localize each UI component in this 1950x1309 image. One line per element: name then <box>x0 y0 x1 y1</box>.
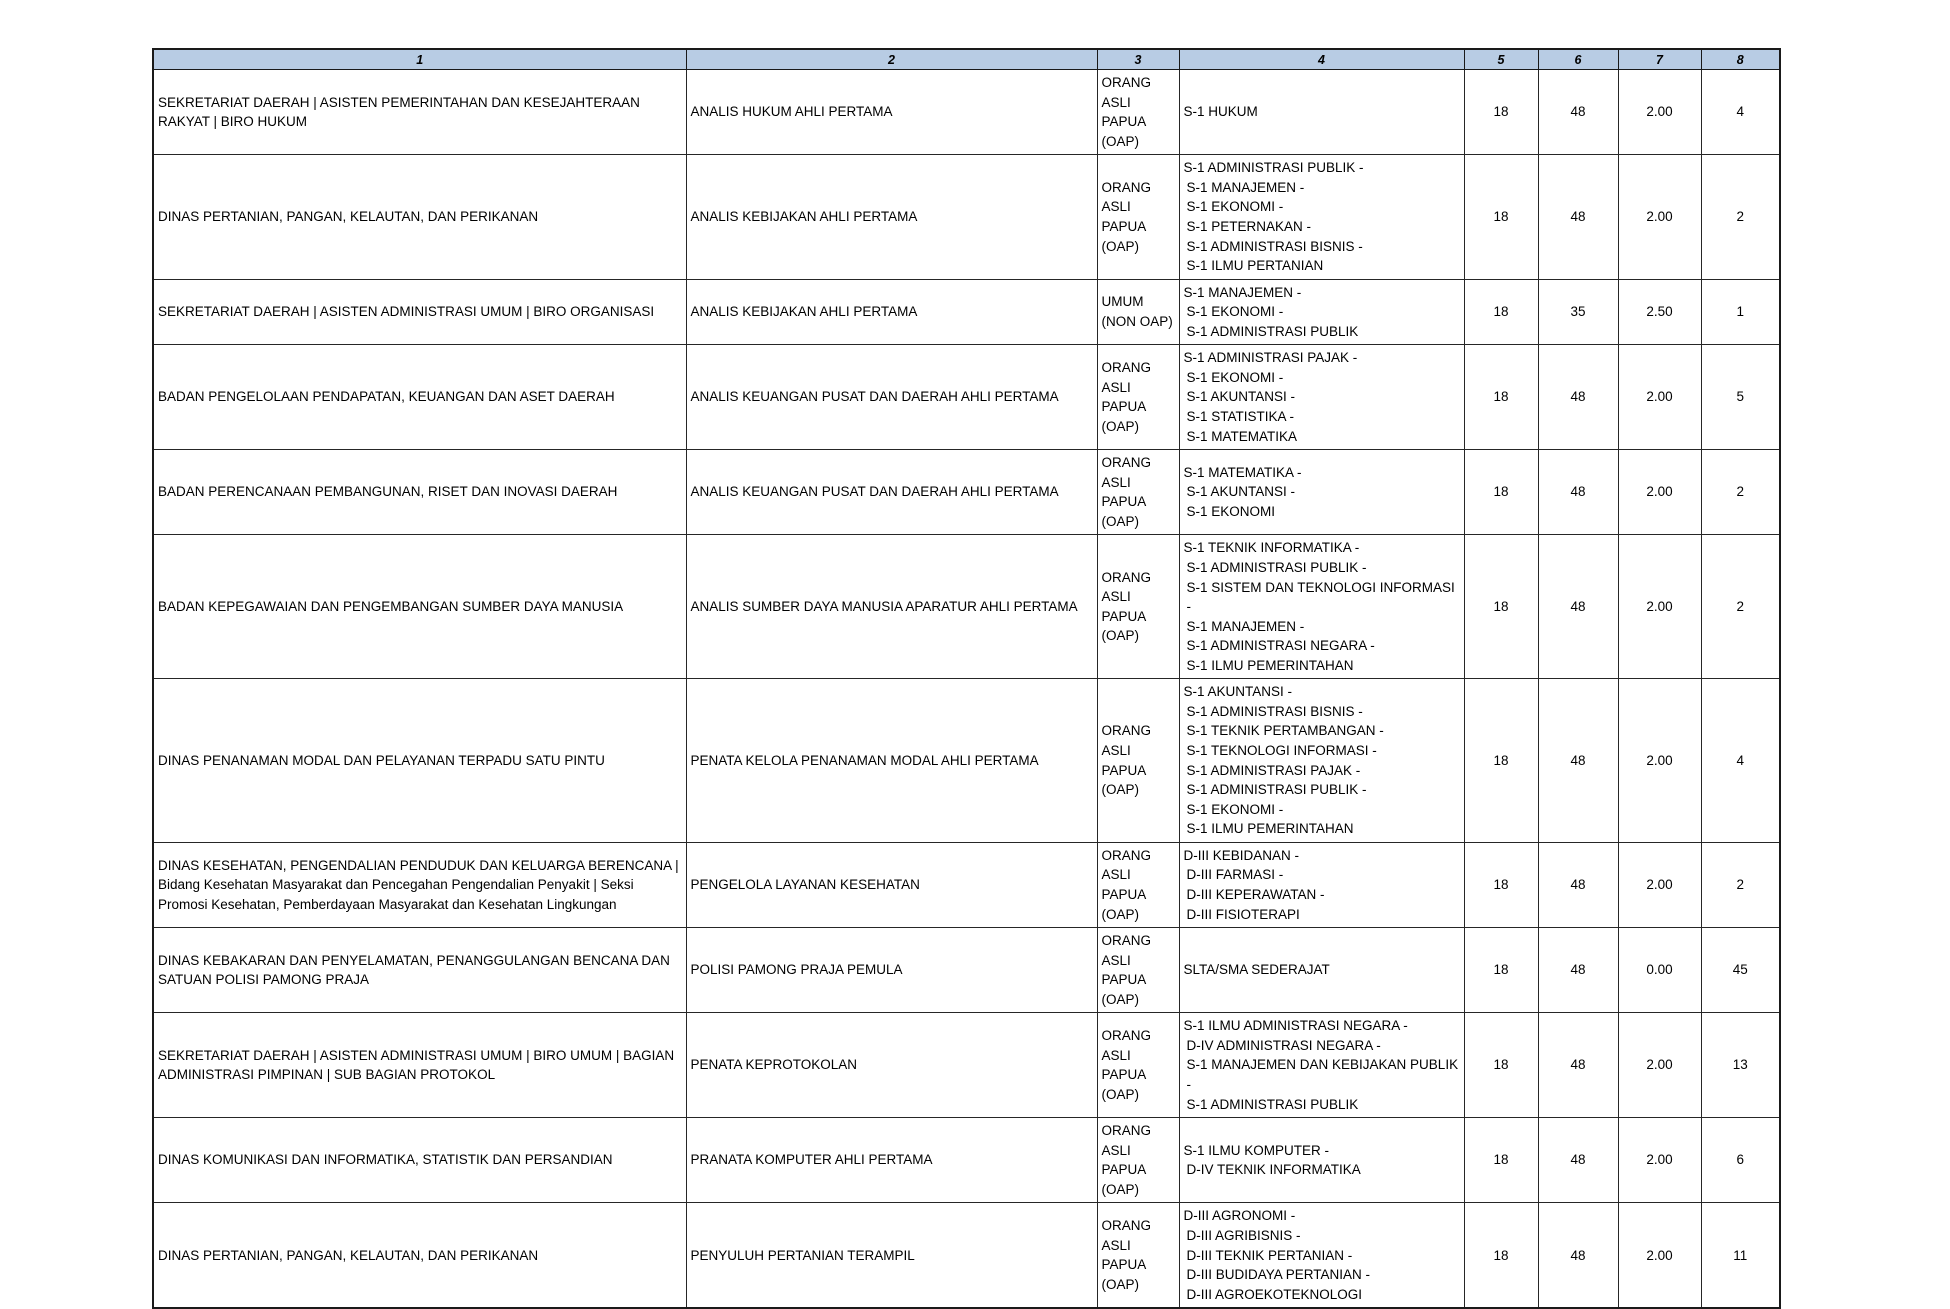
position-cell: PENATA KEPROTOKOLAN <box>686 1013 1097 1118</box>
value-cell-col7: 2.00 <box>1618 155 1701 279</box>
value-cell-col5: 18 <box>1464 450 1538 535</box>
category-cell: ORANG ASLI PAPUA (OAP) <box>1097 535 1179 679</box>
value-cell-col7: 2.00 <box>1618 1203 1701 1308</box>
office-cell: DINAS KEBAKARAN DAN PENYELAMATAN, PENANGGULANGAN BENCANA DAN SATUAN POLISI PAMONG PRAJA <box>153 928 686 1013</box>
value-cell-col7: 2.00 <box>1618 679 1701 843</box>
value-cell-col7: 0.00 <box>1618 928 1701 1013</box>
category-cell: ORANG ASLI PAPUA (OAP) <box>1097 1013 1179 1118</box>
category-cell: ORANG ASLI PAPUA (OAP) <box>1097 345 1179 450</box>
office-cell: SEKRETARIAT DAERAH | ASISTEN ADMINISTRASI UMUM | BIRO ORGANISASI <box>153 279 686 345</box>
value-cell-col8: 2 <box>1701 450 1780 535</box>
value-cell-col8: 2 <box>1701 842 1780 927</box>
education-item: S-1 STATISTIKA - <box>1186 409 1295 424</box>
value-cell-col7: 2.00 <box>1618 1118 1701 1203</box>
office-cell: BADAN KEPEGAWAIAN DAN PENGEMBANGAN SUMBER DAYA MANUSIA <box>153 535 686 679</box>
value-cell-col8: 1 <box>1701 279 1780 345</box>
education-cell <box>1179 679 1464 843</box>
value-cell-col8: 5 <box>1701 345 1780 450</box>
value-cell-col7: 2.00 <box>1618 70 1701 155</box>
office-cell: DINAS PERTANIAN, PANGAN, KELAUTAN, DAN PERIKANAN <box>153 1203 686 1308</box>
education-item: S-1 ILMU PEMERINTAHAN <box>1186 821 1354 837</box>
table-row <box>153 1013 1780 1118</box>
education-item: D-III KEPERAWATAN - <box>1186 886 1325 902</box>
education-item: S-1 TEKNIK INFORMATIKA - <box>1183 540 1360 556</box>
education-cell <box>1179 450 1464 535</box>
education-item: S-1 AKUNTANSI - <box>1186 389 1296 405</box>
position-cell: ANALIS SUMBER DAYA MANUSIA APARATUR AHLI PERTAMA <box>686 535 1097 679</box>
education-item: S-1 ADMINISTRASI BISNIS - <box>1186 703 1363 719</box>
education-item: S-1 MANAJEMEN - <box>1183 284 1302 300</box>
table-row <box>153 535 1780 679</box>
education-item: S-1 EKONOMI - <box>1186 801 1284 817</box>
education-item: S-1 ILMU KOMPUTER - <box>1183 1142 1330 1158</box>
education-cell <box>1179 155 1464 279</box>
education-item: S-1 ILMU ADMINISTRASI NEGARA - <box>1183 1018 1408 1034</box>
value-cell-col6: 48 <box>1538 928 1618 1013</box>
value-cell-col5: 18 <box>1464 842 1538 927</box>
category-cell: ORANG ASLI PAPUA (OAP) <box>1097 679 1179 843</box>
value-cell-col7: 2.00 <box>1618 535 1701 679</box>
value-cell-col7: 2.00 <box>1618 345 1701 450</box>
education-cell <box>1179 535 1464 679</box>
education-item: S-1 ADMINISTRASI PAJAK - <box>1186 762 1361 778</box>
value-cell-col5: 18 <box>1464 1203 1538 1308</box>
office-cell: DINAS KESEHATAN, PENGENDALIAN PENDUDUK DAN KELUARGA BERENCANA | Bidang Kesehatan Masyarakat dan Pencegahan Pengendalian Penyakit | Seksi Promosi Kesehatan, Pemberdayaan Masyarakat dan Kesehatan Lingkungan <box>153 842 686 927</box>
position-cell: ANALIS KEUANGAN PUSAT DAN DAERAH AHLI PERTAMA <box>686 345 1097 450</box>
education-item: S-1 ADMINISTRASI BISNIS - <box>1186 238 1363 254</box>
value-cell-col6: 48 <box>1538 450 1618 535</box>
education-item: D-III KEBIDANAN - <box>1183 847 1300 863</box>
value-cell-col6: 48 <box>1538 1118 1618 1203</box>
education-cell <box>1179 279 1464 345</box>
education-item: S-1 ADMINISTRASI PAJAK - <box>1183 350 1358 366</box>
education-cell <box>1179 928 1464 1013</box>
value-cell-col8: 2 <box>1701 535 1780 679</box>
value-cell-col6: 48 <box>1538 842 1618 927</box>
office-cell: SEKRETARIAT DAERAH | ASISTEN PEMERINTAHAN DAN KESEJAHTERAAN RAKYAT | BIRO HUKUM <box>153 70 686 155</box>
education-item: D-III AGRONOMI - <box>1183 1208 1296 1224</box>
value-cell-col5: 18 <box>1464 1013 1538 1118</box>
value-cell-col8: 2 <box>1701 155 1780 279</box>
education-item: S-1 ADMINISTRASI PUBLIK <box>1186 1096 1359 1112</box>
office-cell: BADAN PERENCANAAN PEMBANGUNAN, RISET DAN INOVASI DAERAH <box>153 450 686 535</box>
education-item: S-1 MANAJEMEN - <box>1186 618 1305 634</box>
category-cell: ORANG ASLI PAPUA (OAP) <box>1097 842 1179 927</box>
education-cell <box>1179 842 1464 927</box>
table-row <box>153 70 1780 155</box>
column-header-4: 4 <box>1179 49 1464 70</box>
job-formation-table <box>152 48 1781 1309</box>
column-header-6: 6 <box>1538 49 1618 70</box>
value-cell-col6: 35 <box>1538 279 1618 345</box>
education-item: S-1 SISTEM DAN TEKNOLOGI INFORMASI - <box>1186 579 1455 615</box>
education-item: D-III FISIOTERAPI <box>1186 906 1300 922</box>
category-cell: UMUM (NON OAP) <box>1097 279 1179 345</box>
category-cell: ORANG ASLI PAPUA (OAP) <box>1097 1203 1179 1308</box>
education-cell <box>1179 70 1464 155</box>
education-item: S-1 MANAJEMEN - <box>1186 179 1305 195</box>
education-item: S-1 EKONOMI - <box>1186 199 1284 215</box>
education-item: S-1 MATEMATIKA - <box>1183 464 1302 480</box>
education-item: S-1 EKONOMI - <box>1186 304 1284 320</box>
education-item: S-1 AKUNTANSI - <box>1186 484 1296 500</box>
position-cell: ANALIS HUKUM AHLI PERTAMA <box>686 70 1097 155</box>
education-item: D-IV ADMINISTRASI NEGARA - <box>1186 1037 1381 1053</box>
value-cell-col6: 48 <box>1538 535 1618 679</box>
category-cell: ORANG ASLI PAPUA (OAP) <box>1097 70 1179 155</box>
table-row <box>153 155 1780 279</box>
office-cell: DINAS PERTANIAN, PANGAN, KELAUTAN, DAN PERIKANAN <box>153 155 686 279</box>
education-item: S-1 MANAJEMEN DAN KEBIJAKAN PUBLIK - <box>1186 1057 1459 1092</box>
education-cell <box>1179 1118 1464 1203</box>
table-body <box>153 70 1780 1309</box>
position-cell: PENATA KELOLA PENANAMAN MODAL AHLI PERTAMA <box>686 679 1097 843</box>
table-row <box>153 679 1780 843</box>
position-cell: POLISI PAMONG PRAJA PEMULA <box>686 928 1097 1013</box>
education-cell <box>1179 1203 1464 1308</box>
education-cell <box>1179 1013 1464 1118</box>
value-cell-col7: 2.00 <box>1618 450 1701 535</box>
education-item: D-IV TEKNIK INFORMATIKA <box>1186 1162 1361 1178</box>
value-cell-col8: 13 <box>1701 1013 1780 1118</box>
education-item: S-1 ADMINISTRASI PUBLIK <box>1186 323 1359 339</box>
value-cell-col5: 18 <box>1464 928 1538 1013</box>
value-cell-col8: 11 <box>1701 1203 1780 1308</box>
table-row <box>153 842 1780 927</box>
education-item: S-1 AKUNTANSI - <box>1183 684 1293 700</box>
header-row <box>153 49 1780 70</box>
office-cell: BADAN PENGELOLAAN PENDAPATAN, KEUANGAN DAN ASET DAERAH <box>153 345 686 450</box>
value-cell-col5: 18 <box>1464 679 1538 843</box>
column-header-2: 2 <box>686 49 1097 70</box>
office-cell: DINAS KOMUNIKASI DAN INFORMATIKA, STATISTIK DAN PERSANDIAN <box>153 1118 686 1203</box>
education-item: S-1 EKONOMI <box>1186 504 1276 520</box>
table-row <box>153 1118 1780 1203</box>
table-row <box>153 345 1780 450</box>
table-row <box>153 928 1780 1013</box>
value-cell-col8: 6 <box>1701 1118 1780 1203</box>
education-item: S-1 ADMINISTRASI NEGARA - <box>1186 638 1375 654</box>
education-item: D-III AGROEKOTEKNOLOGI <box>1186 1286 1363 1302</box>
education-item: S-1 TEKNOLOGI INFORMASI - <box>1186 743 1377 758</box>
office-cell: SEKRETARIAT DAERAH | ASISTEN ADMINISTRASI UMUM | BIRO UMUM | BAGIAN ADMINISTRASI PIMPINAN | SUB BAGIAN PROTOKOL <box>153 1013 686 1118</box>
category-cell: ORANG ASLI PAPUA (OAP) <box>1097 450 1179 535</box>
category-cell: ORANG ASLI PAPUA (OAP) <box>1097 928 1179 1013</box>
education-item: SLTA/SMA SEDERAJAT <box>1183 962 1330 978</box>
value-cell-col8: 4 <box>1701 70 1780 155</box>
education-item: D-III AGRIBISNIS - <box>1186 1227 1301 1243</box>
value-cell-col8: 45 <box>1701 928 1780 1013</box>
education-item: S-1 PETERNAKAN - <box>1186 218 1312 234</box>
value-cell-col5: 18 <box>1464 70 1538 155</box>
education-item: S-1 ILMU PERTANIAN <box>1186 258 1324 274</box>
value-cell-col5: 18 <box>1464 155 1538 279</box>
value-cell-col7: 2.50 <box>1618 279 1701 345</box>
education-item: S-1 ADMINISTRASI PUBLIK - <box>1183 160 1364 176</box>
value-cell-col7: 2.00 <box>1618 842 1701 927</box>
value-cell-col5: 18 <box>1464 535 1538 679</box>
office-cell: DINAS PENANAMAN MODAL DAN PELAYANAN TERPADU SATU PINTU <box>153 679 686 843</box>
value-cell-col6: 48 <box>1538 1013 1618 1118</box>
column-header-3: 3 <box>1097 49 1179 70</box>
table-row <box>153 279 1780 345</box>
table-row <box>153 450 1780 535</box>
education-item: D-III TEKNIK PERTANIAN - <box>1186 1247 1353 1263</box>
table-header <box>153 49 1780 70</box>
value-cell-col6: 48 <box>1538 155 1618 279</box>
value-cell-col5: 18 <box>1464 1118 1538 1203</box>
category-cell: ORANG ASLI PAPUA (OAP) <box>1097 1118 1179 1203</box>
education-item: S-1 MATEMATIKA <box>1186 428 1298 444</box>
education-item: S-1 ADMINISTRASI PUBLIK - <box>1186 782 1367 798</box>
value-cell-col6: 48 <box>1538 1203 1618 1308</box>
position-cell: ANALIS KEBIJAKAN AHLI PERTAMA <box>686 155 1097 279</box>
education-item: D-III FARMASI - <box>1186 867 1284 883</box>
education-item: S-1 TEKNIK PERTAMBANGAN - <box>1186 723 1384 739</box>
category-cell: ORANG ASLI PAPUA (OAP) <box>1097 155 1179 279</box>
column-header-8: 8 <box>1701 49 1780 70</box>
value-cell-col5: 18 <box>1464 345 1538 450</box>
value-cell-col7: 2.00 <box>1618 1013 1701 1118</box>
value-cell-col6: 48 <box>1538 679 1618 843</box>
column-header-1: 1 <box>153 49 686 70</box>
value-cell-col5: 18 <box>1464 279 1538 345</box>
education-item: S-1 EKONOMI - <box>1186 369 1284 385</box>
position-cell: PENYULUH PERTANIAN TERAMPIL <box>686 1203 1097 1308</box>
value-cell-col8: 4 <box>1701 679 1780 843</box>
value-cell-col6: 48 <box>1538 70 1618 155</box>
column-header-5: 5 <box>1464 49 1538 70</box>
value-cell-col6: 48 <box>1538 345 1618 450</box>
education-item: S-1 HUKUM <box>1183 104 1258 120</box>
education-item: S-1 ADMINISTRASI PUBLIK - <box>1186 559 1367 575</box>
position-cell: ANALIS KEUANGAN PUSAT DAN DAERAH AHLI PERTAMA <box>686 450 1097 535</box>
table-row <box>153 1203 1780 1308</box>
position-cell: PENGELOLA LAYANAN KESEHATAN <box>686 842 1097 927</box>
position-cell: PRANATA KOMPUTER AHLI PERTAMA <box>686 1118 1097 1203</box>
document-sheet <box>152 48 1781 1309</box>
education-cell <box>1179 345 1464 450</box>
column-header-7: 7 <box>1618 49 1701 70</box>
education-item: S-1 ILMU PEMERINTAHAN <box>1186 657 1354 673</box>
position-cell: ANALIS KEBIJAKAN AHLI PERTAMA <box>686 279 1097 345</box>
education-item: D-III BUDIDAYA PERTANIAN - <box>1186 1267 1371 1283</box>
